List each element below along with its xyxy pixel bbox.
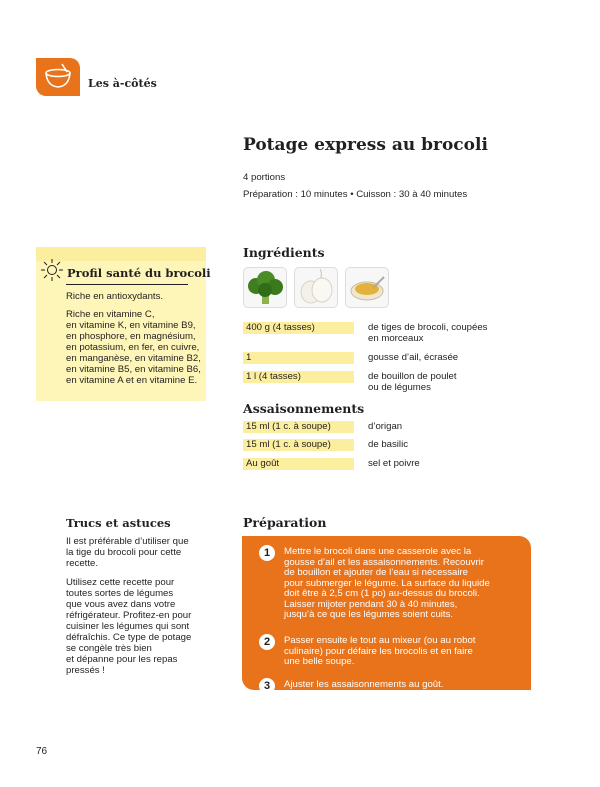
- step-text: Ajuster les assaisonnements au goût.: [284, 679, 444, 690]
- section-tab: [36, 58, 80, 96]
- preparation-heading: Préparation: [243, 515, 327, 530]
- bowl-icon: [42, 62, 74, 92]
- step-number: 2: [259, 634, 275, 650]
- seasoning-qty: Au goût: [243, 458, 354, 470]
- broth-photo: [345, 267, 389, 308]
- ingredient-qty: 400 g (4 tasses): [243, 322, 354, 334]
- page-number: 76: [36, 746, 48, 757]
- garlic-photo: [294, 267, 338, 308]
- step-text: Mettre le brocoli dans une casserole avec la gousse d’ail et les assaisonnements. Recouvrir de bouillon et ajouter de l’eau si nécessaire pour submerger le légume. La surface du liquide doit être à 2,5 cm (1 po) au-dessus du brocoli. Laisser mijoter pendant 30 à 40 minutes, jusqu’à ce que les légumes soient cuits.: [284, 546, 490, 620]
- ingredient-desc: de tiges de brocoli, coupées en morceaux: [368, 322, 488, 344]
- recipe-title: Potage express au brocoli: [243, 135, 488, 155]
- times: Préparation : 10 minutes • Cuisson : 30 à 40 minutes: [243, 189, 468, 200]
- seasoning-desc: d’origan: [368, 421, 403, 432]
- broccoli-photo: [243, 267, 287, 308]
- step-text: Passer ensuite le tout au mixeur (ou au robot culinaire) pour défaire les brocolis et en faire une belle soupe.: [284, 635, 476, 667]
- tips-para-1: Il est préférable d’utiliser que la tige du brocoli pour cette recette.: [66, 536, 189, 569]
- health-para-2: Riche en vitamine C, en vitamine K, en vitamine B9, en phosphore, en magnésium, en potassium, en fer, en cuivre, en manganèse, en vitamine B2, en vitamine B5, en vitamine B6, en vitamine A et en vitamine E.: [66, 309, 201, 386]
- health-para-1: Riche en antioxydants.: [66, 291, 164, 302]
- health-title: Profil santé du brocoli: [67, 266, 211, 280]
- servings: 4 portions: [243, 172, 286, 183]
- seasonings-heading: Assaisonnements: [243, 401, 365, 416]
- seasoning-desc: sel et poivre: [368, 458, 420, 469]
- section-label: Les à-côtés: [88, 77, 157, 90]
- sun-icon: [40, 258, 64, 282]
- tips-title: Trucs et astuces: [66, 516, 171, 530]
- seasoning-qty: 15 ml (1 c. à soupe): [243, 439, 354, 451]
- divider: [66, 284, 188, 285]
- ingredient-desc: gousse d’ail, écrasée: [368, 352, 459, 363]
- seasoning-desc: de basilic: [368, 439, 408, 450]
- ingredient-qty: 1 l (4 tasses): [243, 371, 354, 383]
- step-number: 1: [259, 545, 275, 561]
- step-number: 3: [259, 678, 275, 694]
- ingredients-heading: Ingrédients: [243, 245, 325, 260]
- ingredient-desc: de bouillon de poulet ou de légumes: [368, 371, 457, 393]
- ingredient-qty: 1: [243, 352, 354, 364]
- seasoning-qty: 15 ml (1 c. à soupe): [243, 421, 354, 433]
- tips-para-2: Utilisez cette recette pour toutes sortes de légumes que vous avez dans votre réfrigérateur. Profitez-en pour cuisiner les légumes qui sont défraîchis. Ce type de potage se congèle très bien et dépanne pour les repas pressés !: [66, 577, 192, 676]
